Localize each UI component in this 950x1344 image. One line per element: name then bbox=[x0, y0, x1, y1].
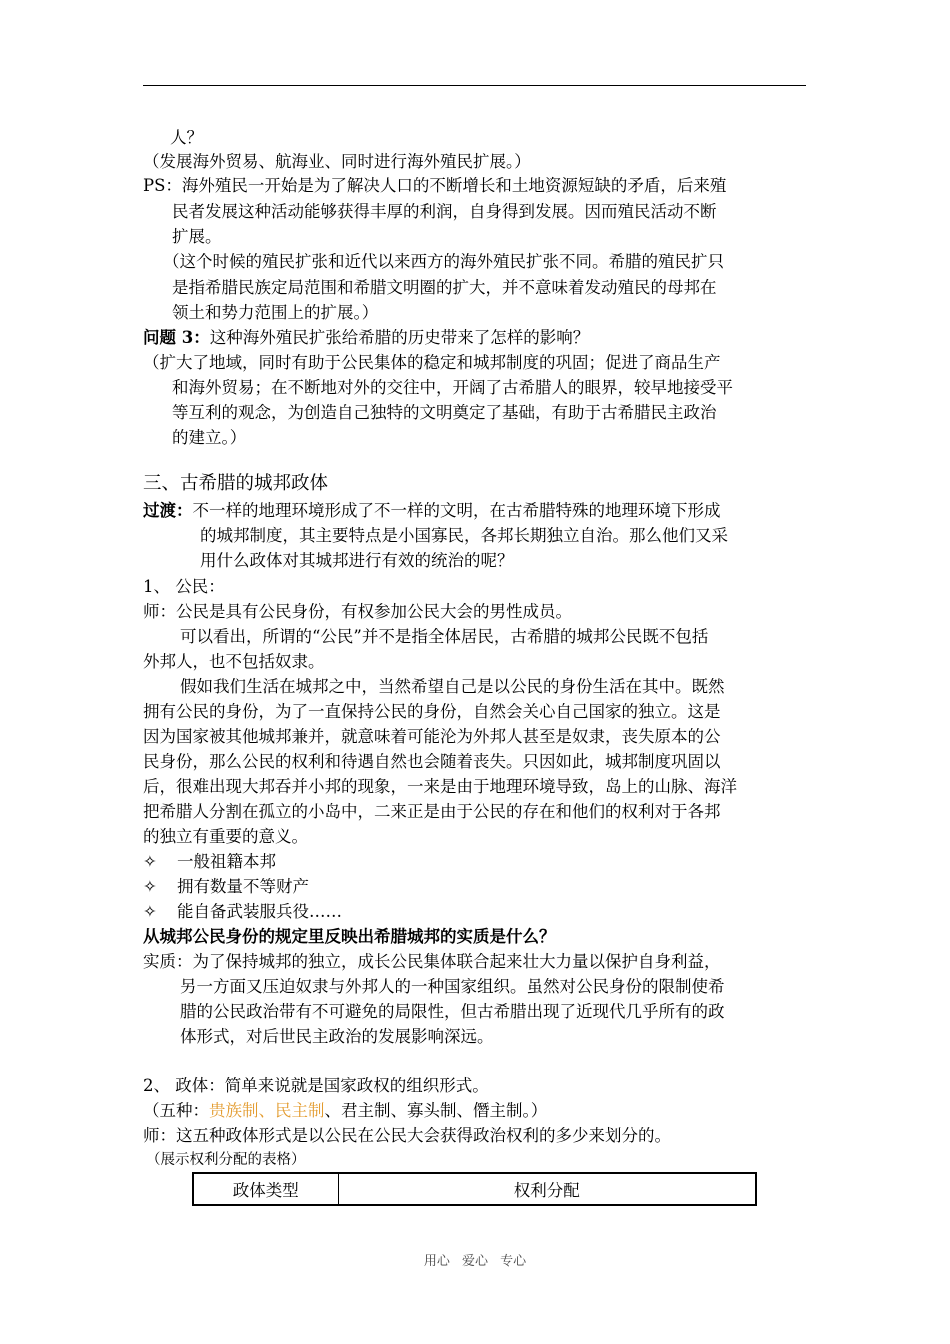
power-distribution-table bbox=[192, 1172, 757, 1206]
list-item bbox=[143, 876, 309, 898]
list-item bbox=[143, 901, 342, 923]
text-line: 师：这五种政体形式是以公民在公民大会获得政治权利的多少来划分的。 bbox=[143, 1126, 671, 1145]
text-line: 的独立有重要的意义。 bbox=[143, 827, 308, 846]
text-line: 可以看出，所谓的“公民”并不是指全体居民，古希腊的城邦公民既不包括 bbox=[180, 627, 709, 646]
table-header-row bbox=[193, 1173, 756, 1205]
text-line: 是指希腊民族定局范围和希腊文明圈的扩大，并不意味着发动殖民的母邦在 bbox=[172, 278, 717, 297]
list-item-text: 能自备武装服兵役…… bbox=[177, 902, 342, 921]
text-line: 民者发展这种活动能够获得丰厚的利润，自身得到发展。因而殖民活动不断 bbox=[172, 202, 717, 221]
table-header-cell: 政体类型 bbox=[193, 1173, 338, 1205]
text-line: 领土和势力范围上的扩展。） bbox=[172, 303, 379, 322]
text-line: 的城邦制度，其主要特点是小国寡民，各邦长期独立自治。那么他们又采 bbox=[200, 526, 728, 545]
text-line: （展示权利分配的表格） bbox=[146, 1152, 306, 1168]
text-line: 体形式，对后世民主政治的发展影响深远。 bbox=[180, 1027, 494, 1046]
text-line: PS：海外殖民一开始是为了解决人口的不断增长和土地资源短缺的矛盾，后来殖 bbox=[143, 176, 727, 195]
text-line: 民身份，那么公民的权利和待遇自然也会随着丧失。只因如此，城邦制度巩固以 bbox=[143, 752, 721, 771]
highlighted-text: 贵族制、民主制 bbox=[209, 1101, 325, 1120]
list-item-text: 一般祖籍本邦 bbox=[177, 852, 276, 871]
text-line: 等互利的观念，为创造自己独特的文明奠定了基础，有助于古希腊民主政治 bbox=[172, 403, 717, 422]
bold-question: 从城邦公民身份的规定里反映出希腊城邦的实质是什么？ bbox=[143, 927, 556, 946]
text-line: 后，很难出现大邦吞并小邦的现象，一来是由于地理环境导致，岛上的山脉、海洋 bbox=[143, 777, 737, 796]
diamond-bullet-icon: ✧ bbox=[143, 852, 157, 871]
text-line: 的建立。） bbox=[172, 428, 247, 447]
text-line: 拥有公民的身份，为了一直保持公民的身份，自然会关心自己国家的独立。这是 bbox=[143, 702, 721, 721]
text-line: 和海外贸易；在不断地对外的交往中，开阔了古希腊人的眼界，较早地接受平 bbox=[172, 378, 733, 397]
section-heading: 三、古希腊的城邦政体 bbox=[143, 473, 329, 494]
text-line: 实质：为了保持城邦的独立，成长公民集体联合起来壮大力量以保护自身利益， bbox=[143, 952, 721, 971]
transition-label: 过渡： bbox=[143, 501, 193, 520]
diamond-bullet-icon: ✧ bbox=[143, 902, 157, 921]
text-line: 因为国家被其他城邦兼并，就意味着可能沦为外邦人甚至是奴隶，丧失原本的公 bbox=[143, 727, 721, 746]
transition-paragraph bbox=[143, 500, 721, 522]
subheading-citizen: 1、 公民： bbox=[143, 577, 225, 596]
diamond-bullet-icon: ✧ bbox=[143, 877, 157, 896]
question-text: 这种海外殖民扩张给希腊的历史带来了怎样的影响？ bbox=[209, 328, 590, 347]
list-item-text: 拥有数量不等财产 bbox=[177, 877, 309, 896]
text-segment: （五种： bbox=[143, 1101, 209, 1120]
text-line: 把希腊人分割在孤立的小岛中，二来正是由于公民的存在和他们的权利对于各邦 bbox=[143, 802, 721, 821]
transition-text: 不一样的地理环境形成了不一样的文明，在古希腊特殊的地理环境下形成 bbox=[192, 501, 721, 520]
text-line: 外邦人，也不包括奴隶。 bbox=[143, 652, 325, 671]
text-line: 另一方面又压迫奴隶与外邦人的一种国家组织。虽然对公民身份的限制使希 bbox=[180, 977, 725, 996]
question-label: 问题 3： bbox=[143, 328, 210, 347]
page-footer: 用心 爱心 专心 bbox=[423, 1254, 527, 1269]
polity-types-line bbox=[143, 1100, 547, 1122]
table-header-cell: 权利分配 bbox=[338, 1173, 756, 1205]
text-line: 师：公民是具有公民身份，有权参加公民大会的男性成员。 bbox=[143, 602, 572, 621]
text-line: （这个时候的殖民扩张和近代以来西方的海外殖民扩张不同。希腊的殖民扩只 bbox=[163, 252, 724, 271]
text-line: （发展海外贸易、航海业、同时进行海外殖民扩展。） bbox=[143, 152, 531, 171]
text-line: 人？ bbox=[170, 128, 203, 147]
text-line: （扩大了地域，同时有助于公民集体的稳定和城邦制度的巩固；促进了商品生产 bbox=[143, 353, 721, 372]
text-line: 用什么政体对其城邦进行有效的统治的呢？ bbox=[200, 551, 514, 570]
text-line: 扩展。 bbox=[172, 227, 222, 246]
list-item bbox=[143, 851, 276, 873]
header-rule bbox=[143, 85, 806, 86]
text-line: 假如我们生活在城邦之中，当然希望自己是以公民的身份生活在其中。既然 bbox=[180, 677, 725, 696]
question-3 bbox=[143, 327, 589, 349]
subheading-polity: 2、 政体：简单来说就是国家政权的组织形式。 bbox=[143, 1076, 489, 1095]
text-segment: 、君主制、寡头制、僭主制。） bbox=[324, 1101, 548, 1120]
text-line: 腊的公民政治带有不可避免的局限性，但古希腊出现了近现代几乎所有的政 bbox=[180, 1002, 725, 1021]
